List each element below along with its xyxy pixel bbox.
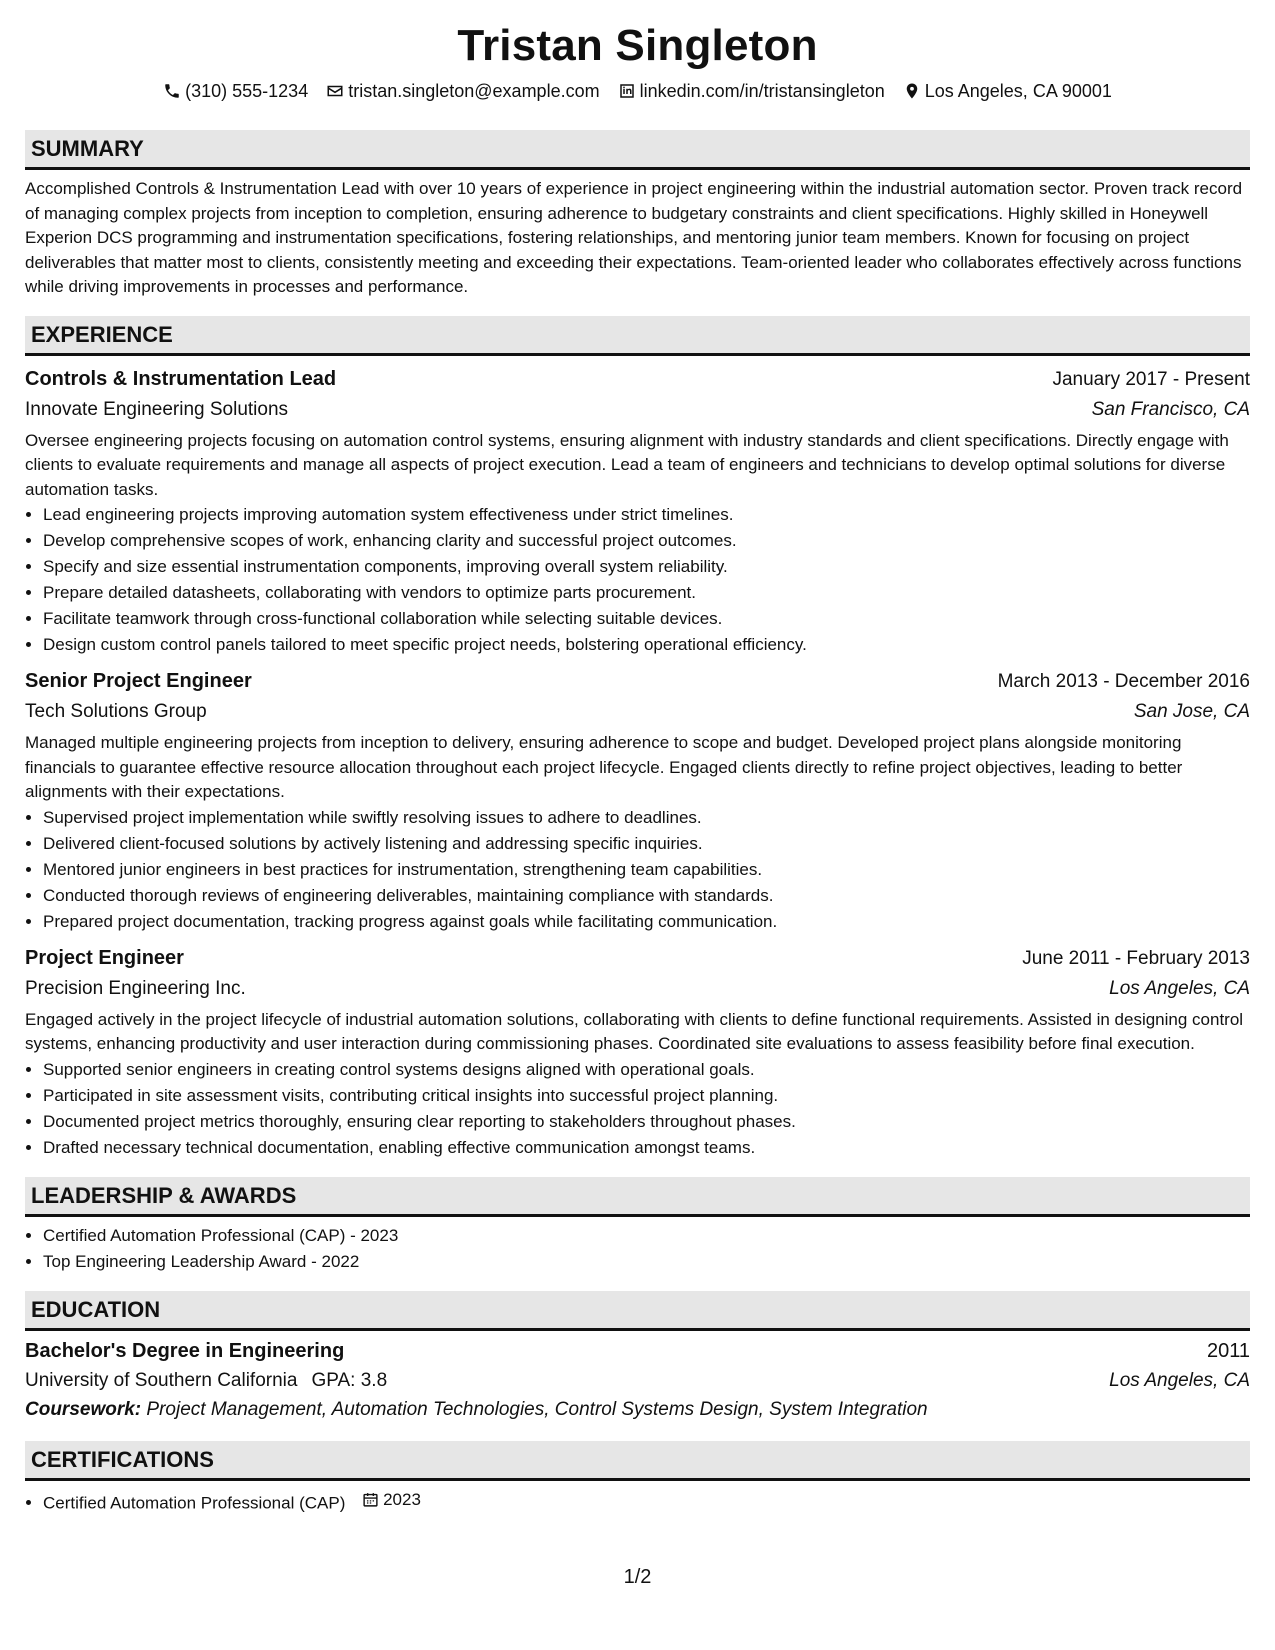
job-bullet: • Design custom control panels tailored to meet specific project needs, bolstering operational efficiency.	[43, 632, 1250, 658]
summary-text: Accomplished Controls & Instrumentation Lead with over 10 years of experience in project engineering within the industrial automation sector. Proven track record of managing complex projects from inception to completion, ensuring adherence to budgetary constraints and client specifications. Highly skilled in Honeywell Experion DCS programming and instrumentation specifications, fostering relationships, and mentoring junior team members. Known for focusing on project deliverables that matter most to clients, consistently meeting and exceeding their expectations. Team-oriented leader who collaborates effectively across functions while driving improvements in processes and performance.	[25, 179, 1243, 296]
contact-phone[interactable]	[163, 78, 308, 104]
job-location: San Francisco, CA	[1091, 398, 1250, 420]
job-bullet: • Prepare detailed datasheets, collaborating with vendors to optimize parts procurement.	[43, 580, 1250, 606]
certification-year: 2023	[383, 1489, 421, 1509]
certifications-list	[25, 1487, 1250, 1517]
coursework	[25, 1395, 1250, 1425]
job-title: Senior Project Engineer	[25, 670, 252, 692]
summary-heading: SUMMARY	[25, 130, 1250, 170]
job-title: Project Engineer	[25, 946, 184, 969]
contact-bar	[25, 78, 1250, 104]
job-bullet: • Mentored junior engineers in best practices for instrumentation, strengthening team capabilities.	[43, 857, 1250, 883]
job-bullet: • Facilitate teamwork through cross-functional collaboration while selecting suitable devices.	[43, 606, 1250, 632]
job-bullet: • Supported senior engineers in creating control systems designs aligned with operational goals.	[43, 1057, 1250, 1083]
contact-linkedin[interactable]	[618, 78, 885, 104]
job-entry	[25, 364, 1250, 659]
job-bullet: • Drafted necessary technical documentation, enabling effective communication amongst teams.	[43, 1135, 1250, 1161]
linkedin-icon	[618, 82, 636, 100]
certification-name: Certified Automation Professional (CAP)	[43, 1493, 346, 1512]
job-bullet: • Conducted thorough reviews of engineering deliverables, maintaining compliance with standards.	[43, 883, 1250, 909]
awards-heading: LEADERSHIP & AWARDS	[25, 1177, 1250, 1217]
experience-heading: EXPERIENCE	[25, 316, 1250, 356]
envelope-icon	[326, 82, 344, 100]
email-text: tristan.singleton@example.com	[348, 81, 600, 101]
phone-icon	[163, 82, 181, 100]
job-dates: March 2013 - December 2016	[997, 671, 1250, 692]
job-company: Innovate Engineering Solutions	[25, 398, 289, 420]
award-item: • Certified Automation Professional (CAP) - 2023	[43, 1223, 1250, 1249]
page-number: 1/2	[623, 1566, 652, 1588]
job-dates: January 2017 - Present	[1052, 368, 1250, 390]
job-location: Los Angeles, CA	[1109, 977, 1250, 999]
job-location: San Jose, CA	[1133, 701, 1250, 722]
job-title: Controls & Instrumentation Lead	[25, 367, 337, 390]
job-bullet: • Supervised project implementation while swiftly resolving issues to adhere to deadlines.	[43, 805, 1250, 831]
award-item: • Top Engineering Leadership Award - 2022	[43, 1249, 1250, 1275]
certification-date	[362, 1487, 421, 1513]
certification-item	[43, 1487, 1250, 1517]
job-company: Tech Solutions Group	[25, 701, 207, 722]
job-bullet: • Lead engineering projects improving automation system effectiveness under strict timelines.	[43, 502, 1250, 528]
job-bullet: • Specify and size essential instrumentation components, improving overall system reliability.	[43, 554, 1250, 580]
job-bullets	[25, 1057, 1250, 1161]
job-bullet: • Participated in site assessment visits, contributing critical insights into successful project planning.	[43, 1083, 1250, 1109]
job-bullets	[25, 805, 1250, 935]
linkedin-text: linkedin.com/in/tristansingleton	[639, 81, 885, 101]
job-bullet: • Documented project metrics thoroughly, ensuring clear reporting to stakeholders throughout phases.	[43, 1109, 1250, 1135]
awards-list	[25, 1223, 1250, 1275]
phone-text: (310) 555-1234	[185, 81, 309, 101]
gpa: GPA: 3.8	[311, 1369, 388, 1391]
job-dates: June 2011 - February 2013	[1022, 947, 1250, 969]
job-bullet: • Develop comprehensive scopes of work, enhancing clarity and successful project outcomes.	[43, 528, 1250, 554]
location-text: Los Angeles, CA 90001	[924, 81, 1112, 101]
job-description: Managed multiple engineering projects from inception to delivery, ensuring adherence to scope and budget. Developed project plans alongside monitoring financials to guarantee effective resource allocation throughout each project lifecycle. Engaged clients directly to refine project objectives, leading to better alignments with their expectations.	[25, 733, 1183, 801]
job-description: Engaged actively in the project lifecycle of industrial automation solutions, collaborating with clients to define functional requirements. Assisted in designing control systems, enhancing productivity and user interaction during commissioning phases. Coordinated site evaluations to assess feasibility before final execution.	[25, 1009, 1244, 1053]
job-bullets	[25, 502, 1250, 658]
candidate-name: Tristan Singleton	[457, 21, 818, 70]
school-location: Los Angeles, CA	[1109, 1369, 1250, 1391]
job-entry	[25, 943, 1250, 1161]
resume-page	[25, 18, 1250, 1516]
calendar-icon	[362, 1491, 379, 1508]
education-heading: EDUCATION	[25, 1291, 1250, 1331]
degree-title: Bachelor's Degree in Engineering	[25, 1339, 345, 1362]
degree-year: 2011	[1206, 1339, 1250, 1362]
job-bullet: • Prepared project documentation, tracking progress against goals while facilitating communication.	[43, 909, 1250, 935]
job-company: Precision Engineering Inc.	[25, 977, 246, 999]
job-entry	[25, 666, 1250, 935]
map-pin-icon	[903, 82, 921, 100]
job-bullet: • Delivered client-focused solutions by actively listening and addressing specific inquiries.	[43, 831, 1250, 857]
certifications-heading: CERTIFICATIONS	[25, 1441, 1250, 1481]
job-description: Oversee engineering projects focusing on automation control systems, ensuring alignment with industry standards and client specifications. Directly engage with clients to evaluate requirements and manage all aspects of project execution. Lead a team of engineers and technicians to develop optimal solutions for diverse automation tasks.	[25, 430, 1229, 499]
contact-email[interactable]	[326, 78, 599, 104]
coursework-label: Coursework:	[25, 1398, 142, 1420]
contact-location	[903, 78, 1112, 104]
coursework-list: Project Management, Automation Technologies, Control Systems Design, System Integration	[146, 1398, 928, 1420]
school-name: University of Southern California	[25, 1369, 298, 1391]
